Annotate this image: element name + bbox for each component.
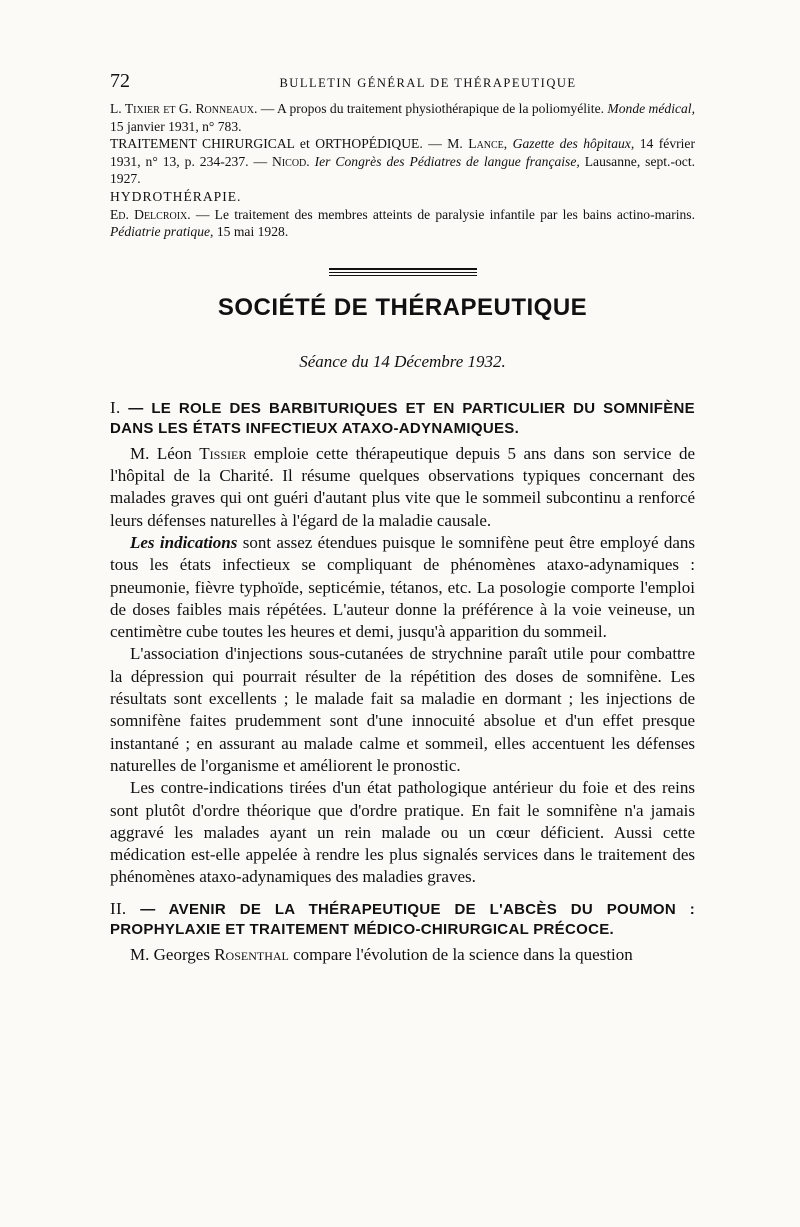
- section-1-title: I. — LE ROLE DES BARBITURIQUES ET EN PARTICULIER DU SOMNIFÈNE DANS LES ÉTATS INFECTIEUX ATAXO-ADYNAMIQUES.: [110, 397, 695, 437]
- seance-date: Séance du 14 Décembre 1932.: [299, 351, 506, 371]
- paragraph: M. Léon Tissier emploie cette thérapeutique depuis 5 ans dans son service de l'hôpital de la Charité. Il résume quelques observations typiques concernant des malades graves qui ont guéri d'autant plus vite que le sommeil subcontinu a renforcé leurs défenses naturelles à l'égard de la maladie causale.: [110, 443, 696, 530]
- paragraph: Les indications sont assez étendues puisque le somnifène peut être employé dans tous les états infectieux se compliquant de phénomènes ataxo-adynamiques : pneumonie, fièvre typhoïde, septicémie, tétanos, etc. La posologie comporte l'emploi de doses faibles mais répétées. L'auteur donne la préférence à la voie veineuse, un centimètre cube toutes les heures et demi, jusqu'à apparition du sommeil.: [110, 532, 696, 642]
- bibliography-entry: L. Tixier et G. Ronneaux. — A propos du traitement physiothérapique de la poliomyélite. Monde médical, 15 janvier 1931, n° 783.: [110, 101, 695, 134]
- bibliography-entry: Ed. Delcroix. — Le traitement des membres atteints de paralysie infantile par les bains actino-marins. Pédiatrie pratique, 15 mai 1928.: [110, 206, 695, 240]
- paragraph: Les contre-indications tirées d'un état pathologique antérieur du foie et des reins sont plutôt d'ordre théorique que d'ordre pratique. En fait le somnifène n'a jamais aggravé les malades ayant un rein malade ou un cœur déficient. Aussi cette médication est-elle appelée à rendre les plus signalés services dans le traitement des phénomènes ataxo-adynamiques des maladies graves.: [110, 778, 695, 887]
- society-title: SOCIÉTÉ DE THÉRAPEUTIQUE: [217, 293, 588, 321]
- bibliography-entry: TRAITEMENT CHIRURGICAL et ORTHOPÉDIQUE. — M. Lance, Gazette des hôpitaux, 14 février 1931, n° 13, p. 234-237. — Nicod. Ier Congrès des Pédiatres de langue française, Lausanne, sept.-oct. 1927.: [110, 136, 695, 187]
- page-number: 72: [110, 70, 130, 92]
- bibliography-subheading: HYDROTHÉRAPIE.: [110, 188, 242, 204]
- section-divider: [329, 268, 477, 276]
- section-1: [110, 398, 695, 889]
- page-header: [110, 70, 695, 100]
- document-page: [110, 70, 695, 966]
- running-head: BULLETIN GÉNÉRAL DE THÉRAPEUTIQUE: [279, 76, 577, 90]
- section-2-title: II. — AVENIR DE LA THÉRAPEUTIQUE DE L'ABCÈS DU POUMON : PROPHYLAXIE ET TRAITEMENT MÉDICO-CHIRURGICAL PRÉCOCE.: [110, 898, 695, 938]
- section-2: [110, 899, 695, 966]
- paragraph: M. Georges Rosenthal compare l'évolution de la science dans la question: [130, 944, 633, 964]
- bibliography: [110, 100, 695, 241]
- paragraph: L'association d'injections sous-cutanées de strychnine paraît utile pour combattre la dépression qui pourrait résulter de la répétition des doses de somnifène. Les résultats sont excellents ; le malade fait sa maladie en dormant ; les injections de somnifène faites prudemment sont d'une innocuité absolue et d'un effet presque instantané ; en assurant au malade calme et sommeil, elles accentuent les défenses naturelles de l'organisme et améliorent le pronostic.: [110, 644, 695, 775]
